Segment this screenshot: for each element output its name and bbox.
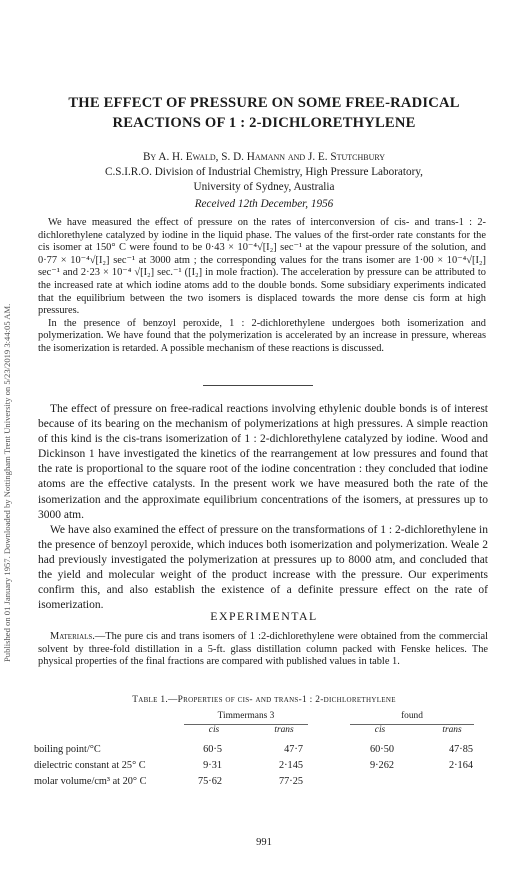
title-line-2: REACTIONS OF 1 : 2-DICHLORETHYLENE bbox=[112, 115, 416, 131]
paper-title bbox=[34, 93, 494, 133]
table-group-found: found bbox=[401, 711, 423, 721]
received-date: Received 12th December, 1956 bbox=[194, 198, 334, 210]
affiliation-line-1: C.S.I.R.O. Division of Industrial Chemistry, High Pressure Laboratory, bbox=[105, 166, 423, 178]
cell-value: 2·164 bbox=[448, 760, 473, 771]
row-label: boiling point/°C bbox=[34, 744, 101, 755]
abstract-paragraph-1: We have measured the effect of pressure on the rates of interconversion of cis- and trans-1 : 2-dichlorethylene catalyzed by iodine in the liquid phase. The values of the first-order rate constants for the cis isomer at 150° C were found to be 0·43 × 10⁻⁴√[I₂] sec⁻¹ at the vapour pressure of the solution, and 0·77 × 10⁻⁴√[I₂] sec⁻¹ at 3000 atm ; the corresponding values for the trans isomer are 1·00 × 10⁻⁴√[I₂] sec⁻¹ and 2·23 × 10⁻⁴ √[I₂] sec.⁻¹ ([I₂] in mole fraction). The acceleration by pressure can be attributed to the increased rate at which iodine atoms add to the double bonds. Some subsidiary experiments indicated that the equilibrium between the two isomers is displaced towards the more dense cis form at high pressures. bbox=[38, 217, 486, 317]
cell-value: 9·262 bbox=[369, 760, 394, 771]
author-block bbox=[34, 150, 494, 195]
materials-text: —The pure cis and trans isomers of 1 :2-dichlorethylene were obtained from the commercial solvent by three-fold distillation in a 5-ft. glass distillation column packed with Fenske helices. The physical properties of the final fractions are compared with published values in table 1. bbox=[38, 631, 488, 668]
body-paragraph-2: We have also examined the effect of pressure on the transformations of 1 : 2-dichlorethylene in the presence of benzoyl peroxide, which induces both isomerization and polymerization. Weale 2 had previously investigated the polymerization at pressures up to 8000 atm, and concluded that the yield and molecular weight of the product increase with the pressure. Our experiments confirm this, and also establish the existence of a definite pressure effect on the rate of isomerization. bbox=[38, 523, 488, 612]
row-label: molar volume/cm³ at 20° C bbox=[34, 776, 147, 787]
cell-value: 77·25 bbox=[278, 776, 303, 787]
col-header-trans-2: trans bbox=[442, 725, 462, 735]
watermark-text: Published on 01 January 1957. Downloaded by Nottingham Trent University on 5/23/2019 3:44:05 AM. bbox=[2, 303, 12, 662]
table-group-timmermans: Timmermans 3 bbox=[217, 711, 275, 721]
page-number: 991 bbox=[256, 837, 272, 848]
col-header-trans-1: trans bbox=[274, 725, 294, 735]
col-header-cis-1: cis bbox=[208, 725, 220, 735]
col-header-cis-2: cis bbox=[374, 725, 386, 735]
cell-value: 60·5 bbox=[203, 744, 222, 755]
abstract bbox=[38, 217, 486, 356]
materials-lead: Materials. bbox=[50, 631, 95, 642]
cell-value: 2·145 bbox=[278, 760, 303, 771]
introduction bbox=[38, 402, 488, 613]
section-divider bbox=[203, 385, 313, 386]
table-row bbox=[34, 744, 494, 760]
row-label: dielectric constant at 25° C bbox=[34, 760, 146, 771]
cell-value: 47·7 bbox=[284, 744, 303, 755]
body-paragraph-1: The effect of pressure on free-radical reactions involving ethylenic double bonds is of interest because of its bearing on the mechanism of polymerizations at high pressures. A simple reaction of this kind is the cis-trans isomerization of 1 : 2-dichlorethylene catalyzed by iodine. Wood and Dickinson 1 have investigated the kinetics of the rearrangement at low pressures and found that the rate is proportional to the square root of the iodine concentration : they concluded that iodine atoms are the effective catalysts. In the present work we have measured both the rate of the isomerization and the approximate equilibrium concentrations of the isomers, at pressures up to 3000 atm. bbox=[38, 403, 488, 521]
table-row bbox=[34, 776, 494, 792]
affiliation-line-2: University of Sydney, Australia bbox=[193, 181, 335, 193]
cell-value: 60·50 bbox=[369, 744, 394, 755]
authors: By A. H. Ewald, S. D. Hamann and J. E. Stutchbury bbox=[142, 151, 386, 163]
table-caption: Table 1.—Properties of cis- and trans-1 : 2-dichlorethylene bbox=[132, 695, 396, 705]
cell-value: 75·62 bbox=[197, 776, 222, 787]
title-line-1: THE EFFECT OF PRESSURE ON SOME FREE-RADICAL bbox=[68, 95, 460, 111]
table-row bbox=[34, 760, 494, 776]
cell-value: 9·31 bbox=[203, 760, 222, 771]
download-watermark bbox=[2, 102, 16, 662]
abstract-paragraph-2: In the presence of benzoyl peroxide, 1 : 2-dichlorethylene undergoes both isomerization and polymerization. We have found that the polymerization is accelerated by an increase in pressure, whereas the isomerization is retarded. A possible mechanism of these reactions is discussed. bbox=[38, 317, 486, 354]
cell-value: 47·85 bbox=[448, 744, 473, 755]
section-heading: EXPERIMENTAL bbox=[210, 609, 318, 623]
materials-section bbox=[38, 631, 488, 669]
